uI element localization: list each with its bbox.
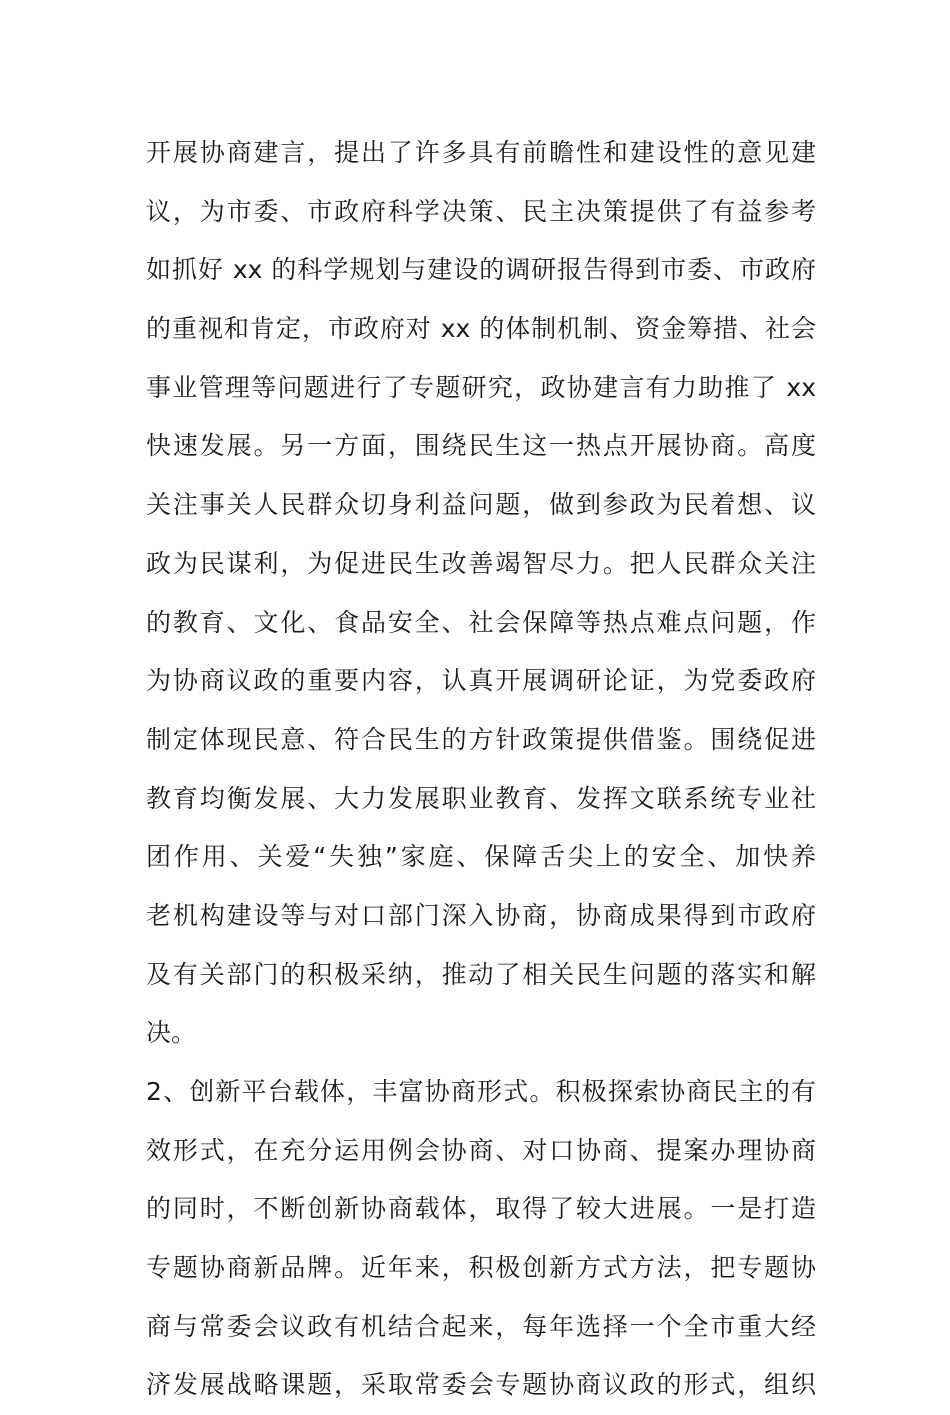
text-line: 济发展战略课题，采取常委会专题协商议政的形式，组织 — [146, 1370, 816, 1400]
text-line: 教育均衡发展、大力发展职业教育、发挥文联系统专业社 — [146, 783, 816, 813]
text-line: 的同时，不断创新协商载体，取得了较大进展。一是打造 — [146, 1194, 816, 1224]
text-line: 团作用、关爱“失独”家庭、保障舌尖上的安全、加快养 — [146, 842, 816, 872]
body-text — [146, 124, 816, 1415]
text-line: 决。 — [146, 1018, 197, 1048]
text-line: 老机构建设等与对口部门深入协商，协商成果得到市政府 — [146, 900, 816, 930]
text-line: 关注事关人民群众切身利益问题，做到参政为民着想、议 — [146, 490, 816, 520]
text-line: 议，为市委、市政府科学决策、民主决策提供了有益参考 — [146, 196, 816, 226]
text-line: 及有关部门的积极采纳，推动了相关民生问题的落实和解 — [146, 959, 816, 989]
text-line: 的重视和肯定，市政府对 xx 的体制机制、资金筹措、社会 — [146, 314, 816, 344]
text-line: 如抓好 xx 的科学规划与建设的调研报告得到市委、市政府 — [146, 255, 816, 285]
text-line: 政为民谋利，为促进民生改善竭智尽力。把人民群众关注 — [146, 548, 816, 578]
text-line: 快速发展。另一方面，围绕民生这一热点开展协商。高度 — [146, 431, 816, 461]
text-line: 专题协商新品牌。近年来，积极创新方式方法，把专题协 — [146, 1253, 816, 1283]
text-line: 商与常委会议政有机结合起来，每年选择一个全市重大经 — [146, 1311, 816, 1341]
text-line: 制定体现民意、符合民生的方针政策提供借鉴。围绕促进 — [146, 724, 816, 754]
text-line: 2、创新平台载体，丰富协商形式。积极探索协商民主的有 — [146, 1077, 816, 1106]
text-line: 事业管理等问题进行了专题研究，政协建言有力助推了 xx — [146, 372, 816, 402]
text-line: 为协商议政的重要内容，认真开展调研论证，为党委政府 — [146, 666, 816, 696]
text-line: 效形式，在充分运用例会协商、对口协商、提案办理协商 — [146, 1135, 816, 1165]
text-line: 开展协商建言，提出了许多具有前瞻性和建设性的意见建 — [146, 138, 816, 167]
text-line: 的教育、文化、食品安全、社会保障等热点难点问题，作 — [146, 607, 816, 637]
